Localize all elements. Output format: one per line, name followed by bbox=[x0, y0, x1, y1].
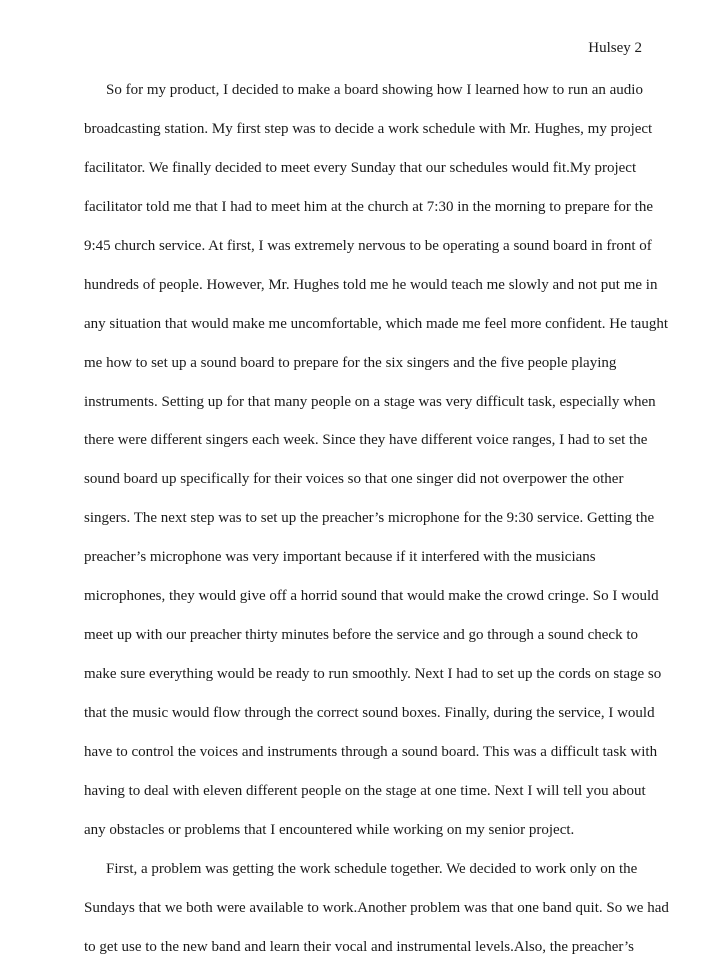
paragraph-line: broadcasting station. My first step was to decide a work schedule with Mr. Hughes, my project bbox=[84, 120, 653, 137]
paragraph-line: 9:45 church service. At first, I was extremely nervous to be operating a sound board in front of bbox=[84, 237, 652, 254]
paragraph-line: that the music would flow through the correct sound boxes. Finally, during the service, I would bbox=[84, 705, 655, 721]
paragraph-line: facilitator. We finally decided to meet every Sunday that our schedules would fit.My project bbox=[84, 159, 637, 176]
paragraph-1 bbox=[84, 80, 668, 840]
essay-body bbox=[84, 80, 669, 976]
paragraph-line: sound board up specifically for their voices so that one singer did not overpower the other bbox=[84, 471, 624, 488]
paragraph-line: make sure everything would be ready to run smoothly. Next I had to set up the cords on stage so bbox=[84, 666, 662, 683]
paragraph-line: singers. The next step was to set up the preacher’s microphone for the 9:30 service. Getting the bbox=[84, 510, 655, 527]
paragraph-line: there were different singers each week. Since they have different voice ranges, I had to set the bbox=[84, 432, 648, 449]
running-head: Hulsey 2 bbox=[588, 40, 642, 56]
paragraph-line: me how to set up a sound board to prepare for the six singers and the five people playing bbox=[84, 354, 617, 371]
paragraph-line: to get use to the new band and learn their vocal and instrumental levels.Also, the preacher’s bbox=[84, 938, 634, 955]
paragraph-line: First, a problem was getting the work schedule together. We decided to work only on the bbox=[106, 860, 638, 877]
paragraph-line: facilitator told me that I had to meet him at the church at 7:30 in the morning to prepare for the bbox=[84, 198, 653, 215]
paragraph-line: hundreds of people. However, Mr. Hughes told me he would teach me slowly and not put me in bbox=[84, 276, 658, 293]
paragraph-line: instruments. Setting up for that many people on a stage was very difficult task, especially when bbox=[84, 393, 656, 410]
paragraph-line: Sundays that we both were available to work.Another problem was that one band quit. So we had bbox=[84, 899, 669, 916]
paragraph-line: meet up with our preacher thirty minutes before the service and go through a sound check to bbox=[84, 627, 638, 644]
paragraph-line: any situation that would make me uncomfortable, which made me feel more confident. He taught bbox=[84, 315, 668, 332]
paragraph-line: microphones, they would give off a horrid sound that would make the crowd cringe. So I would bbox=[84, 588, 659, 605]
paragraph-line: having to deal with eleven different people on the stage at one time. Next I will tell you about bbox=[84, 782, 646, 799]
paragraph-line: preacher’s microphone was very important because if it interfered with the musicians bbox=[84, 549, 596, 566]
paragraph-line: So for my product, I decided to make a board showing how I learned how to run an audio bbox=[106, 82, 643, 98]
paragraph-line: have to control the voices and instruments through a sound board. This was a difficult task with bbox=[84, 743, 658, 760]
paragraph-line: any obstacles or problems that I encountered while working on my senior project. bbox=[84, 821, 575, 838]
